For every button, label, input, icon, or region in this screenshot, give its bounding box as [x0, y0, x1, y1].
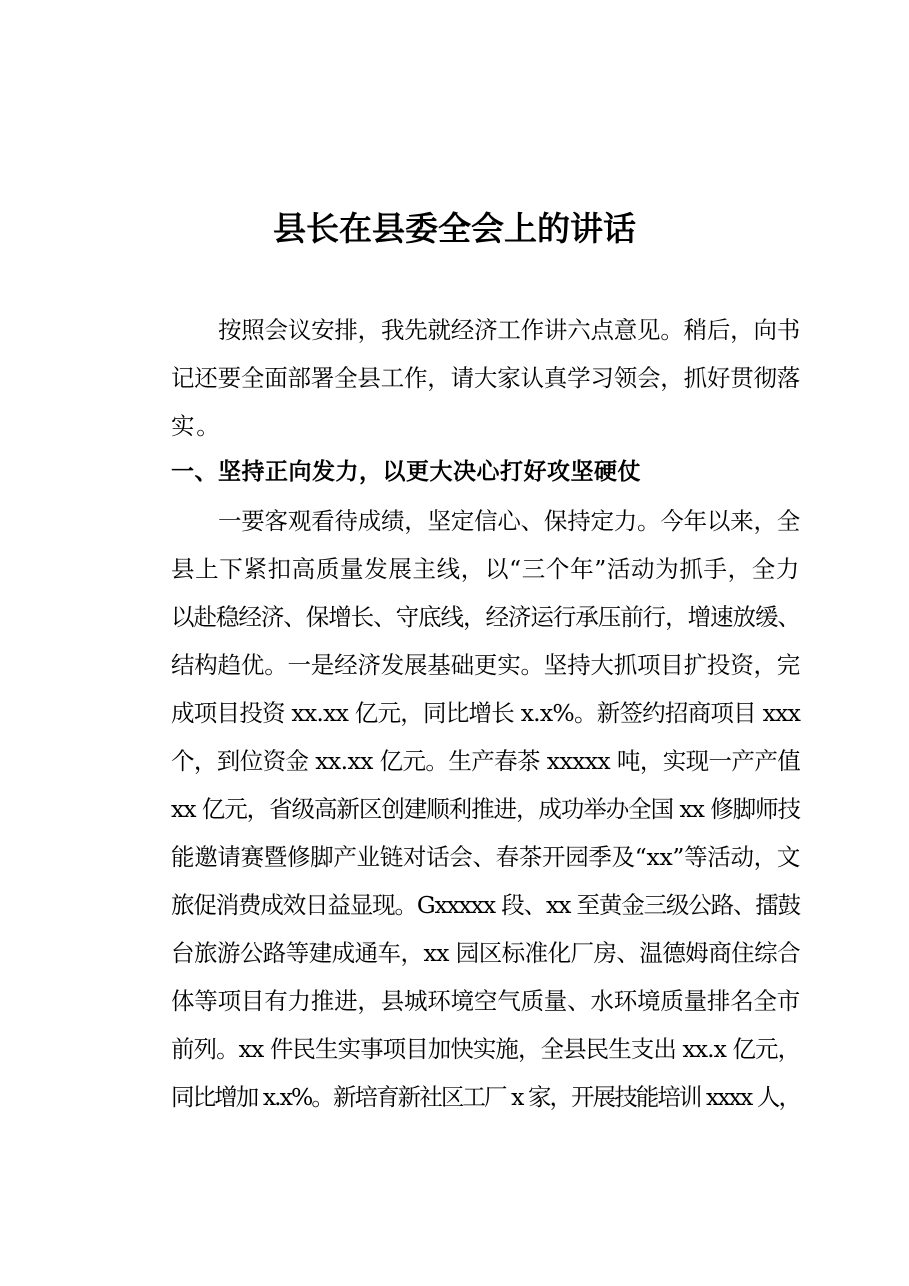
text-line: 同比增加 x.x%。新培育新社区工厂 x 家，开展技能培训 xxxx 人， [171, 1083, 801, 1111]
text-line: 县上下紧扣高质量发展主线，以“三个年”活动为抓手，全力 [171, 555, 801, 583]
section-heading: 一、坚持正向发力，以更大决心打好攻坚硬仗 [171, 459, 641, 485]
text-line: 结构趋优。一是经济发展基础更实。坚持大抓项目扩投资，完 [171, 651, 801, 679]
body-paragraph [124, 497, 800, 1121]
text-line: 旅促消费成效日益显现。Gxxxxx 段、xx 至黄金三级公路、擂鼓 [171, 891, 801, 919]
text-line: 一要客观看待成绩，坚定信心、保持定力。今年以来，全 [218, 507, 800, 535]
text-line: xx 亿元，省级高新区创建顺利推进，成功举办全国 xx 修脚师技 [171, 795, 801, 823]
text-line: 按照会议安排，我先就经济工作讲六点意见。稍后，向书 [218, 316, 800, 344]
text-line: 前列。xx 件民生实事项目加快实施，全县民生支出 xx.x 亿元， [171, 1035, 801, 1063]
text-line: 成项目投资 xx.xx 亿元，同比增长 x.x%。新签约招商项目 xxx [171, 699, 801, 727]
text-line: 台旅游公路等建成通车，xx 园区标准化厂房、温德姆商住综合 [171, 939, 801, 967]
text-line: 体等项目有力推进，县城环境空气质量、水环境质量排名全市 [171, 987, 801, 1015]
text-line: 以赴稳经济、保增长、守底线，经济运行承压前行，增速放缓、 [171, 603, 800, 631]
text-line: 个，到位资金 xx.xx 亿元。生产春茶 xxxxx 吨，实现一产产值 [171, 747, 801, 775]
document-title: 县长在县委全会上的讲话 [273, 209, 636, 248]
text-line: 能邀请赛暨修脚产业链对话会、春茶开园季及“xx”等活动，文 [171, 843, 801, 871]
text-line: 记还要全面部署全县工作，请大家认真学习领会，抓好贯彻落 [171, 364, 801, 392]
text-line: 实。 [171, 412, 222, 440]
intro-paragraph [124, 306, 800, 450]
